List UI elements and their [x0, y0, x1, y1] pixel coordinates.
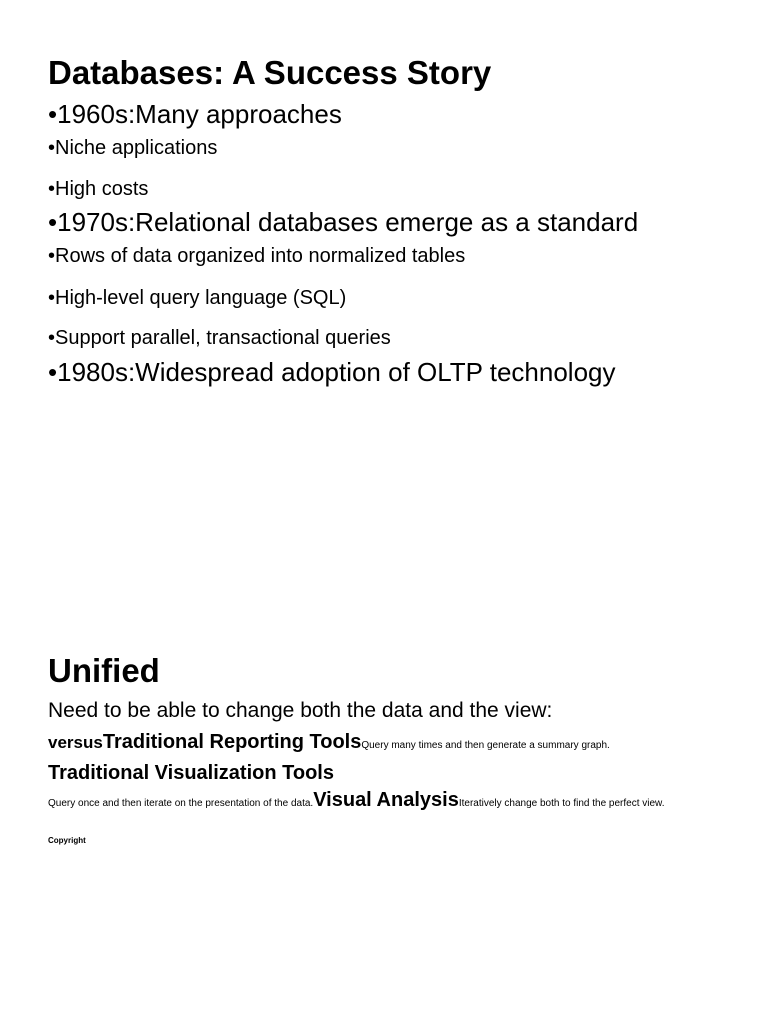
- bullet-high-costs: •High costs: [48, 178, 149, 200]
- bullet-1960s: •1960s:Many approaches: [48, 99, 342, 129]
- reporting-tools-desc: Query many times and then generate a summary graph.: [361, 740, 610, 751]
- bullet-1970s: •1970s:Relational databases emerge as a standard: [48, 207, 639, 237]
- slide-title: Databases: A Success Story: [48, 54, 492, 91]
- reporting-tools-title: Traditional Reporting Tools: [102, 731, 362, 753]
- copyright-text: Copyright: [48, 836, 86, 845]
- bullet-niche-applications: •Niche applications: [48, 137, 218, 159]
- bullet-1980s: •1980s:Widespread adoption of OLTP technology: [48, 357, 616, 387]
- bullet-parallel-queries: •Support parallel, transactional queries: [48, 327, 391, 349]
- unified-intro: Need to be able to change both the data and the view:: [48, 699, 553, 722]
- versus-label: versus: [48, 733, 103, 752]
- reporting-line: [48, 729, 610, 759]
- bullet-rows-of-data: •Rows of data organized into normalized tables: [48, 245, 466, 267]
- visual-analysis-desc: Iteratively change both to find the perfect view.: [458, 798, 665, 809]
- visual-analysis-title: Visual Analysis: [313, 789, 459, 811]
- bullet-sql: •High-level query language (SQL): [48, 287, 347, 309]
- unified-title: Unified: [48, 652, 160, 689]
- visual-analysis-paragraph: [48, 791, 728, 810]
- visualization-tools-title: Traditional Visualization Tools: [48, 762, 334, 784]
- visualization-tools-desc: Query once and then iterate on the presentation of the data.: [48, 798, 314, 809]
